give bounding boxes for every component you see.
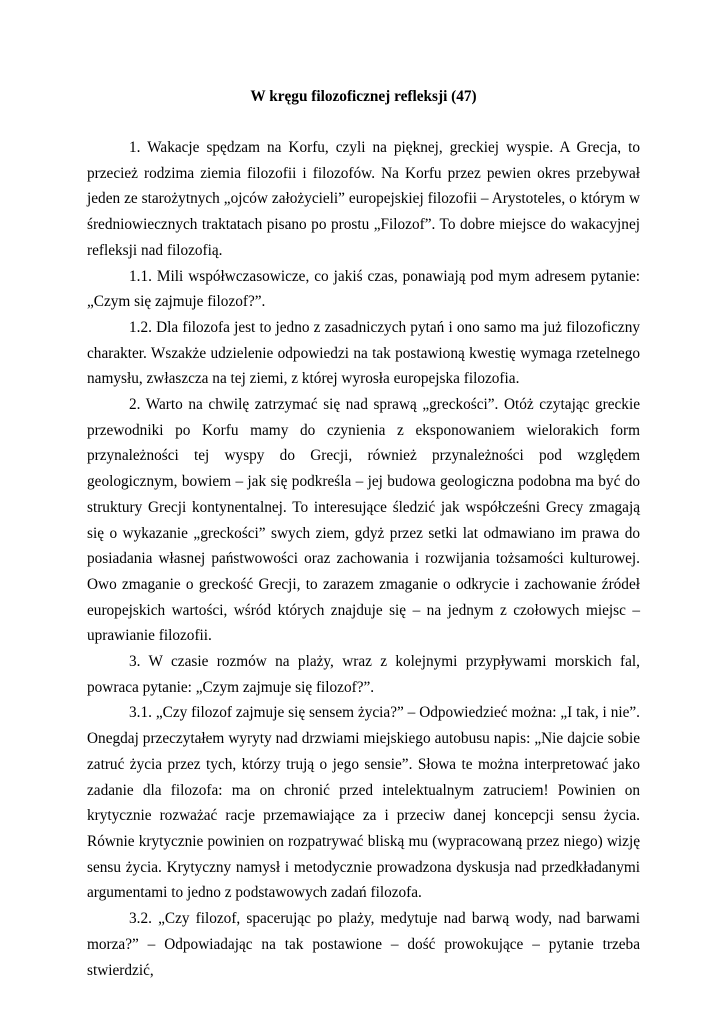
paragraph-3-2: 3.2. „Czy filozof, spacerując po plaży, medytuje nad barwą wody, nad barwami morza?” – Odpowiadając na tak postawione – dość prowokujące – pytanie trzeba stwierdzić, (87, 910, 640, 979)
paragraph-1-2: 1.2. Dla filozofa jest to jedno z zasadniczych pytań i ono samo ma już filozoficzny charakter. Wszakże udzielenie odpowiedzi na tak postawioną kwestię wymaga rzetelnego namysłu, zwłaszcza na tej ziemi, z której wyrosła europejska filozofia. (87, 318, 640, 388)
document-page (87, 84, 640, 983)
paragraph-1-1: 1.1. Mili współwczasowicze, co jakiś czas, ponawiają pod mym adresem pytanie: „Czym się zajmuje filozof?”. (87, 267, 640, 311)
paragraph-3-1: 3.1. „Czy filozof zajmuje się sensem życia?” – Odpowiedzieć można: „I tak, i nie”. Onegdaj przeczytałem wyryty nad drzwiami miejskiego autobusu napis: „Nie dajcie sobie zatruć życia przez tych, którzy trują o jego sensie”. Słowa te można interpretować jako zadanie dla filozofa: ma on chronić przed intelektualnym zatruciem! Powinien on krytycznie rozważać racje przemawiające za i przeciw danej koncepcji sensu życia. Równie krytycznie powinien on rozpatrywać bliską mu (wypracowaną przez niego) wizję sensu życia. Krytyczny namysł i metodycznie prowadzona dyskusja nad przedkładanymi argumentami to jedno z podstawowych zadań filozofa. (87, 704, 640, 902)
paragraph-3: 3. W czasie rozmów na plaży, wraz z kolejnymi przypływami morskich fal, powraca pytanie: „Czym zajmuje się filozof?”. (87, 653, 640, 696)
paragraph-1: 1. Wakacje spędzam na Korfu, czyli na pięknej, greckiej wyspie. A Grecja, to przecież rodzima ziemia filozofii i filozofów. Na Korfu przez pewien okres przebywał jeden ze starożytnych „ojców założycieli” europejskiej filozofii – Arystoteles, o którym w średniowiecznych traktatach pisano po prostu „Filozof”. To dobre miejsce do wakacyjnej refleksji nad filozofią. (87, 139, 640, 259)
document-title: W kręgu filozoficznej refleksji (47) (250, 88, 477, 105)
paragraph-2: 2. Warto na chwilę zatrzymać się nad sprawą „greckości”. Otóż czytając greckie przewodniki po Korfu mamy do czynienia z eksponowaniem wielorakich form przynależności tej wyspy do Grecji, również przynależności pod względem geologicznym, bowiem – jak się podkreśla – jej budowa geologiczna podobna ma być do struktury Grecji kontynentalnej. To interesujące śledzić jak współcześni Grecy zmagają się o wykazanie „greckości” swych ziem, gdyż przez setki lat odmawiano im prawa do posiadania własnej państwowości oraz zachowania i rozwijania tożsamości kulturowej. Owo zmaganie o greckość Grecji, to zarazem zmaganie o odkrycie i zachowanie źródeł europejskich wartości, wśród których znajduje się – na jednym z czołowych miejsc – uprawianie filozofii. (87, 396, 640, 645)
